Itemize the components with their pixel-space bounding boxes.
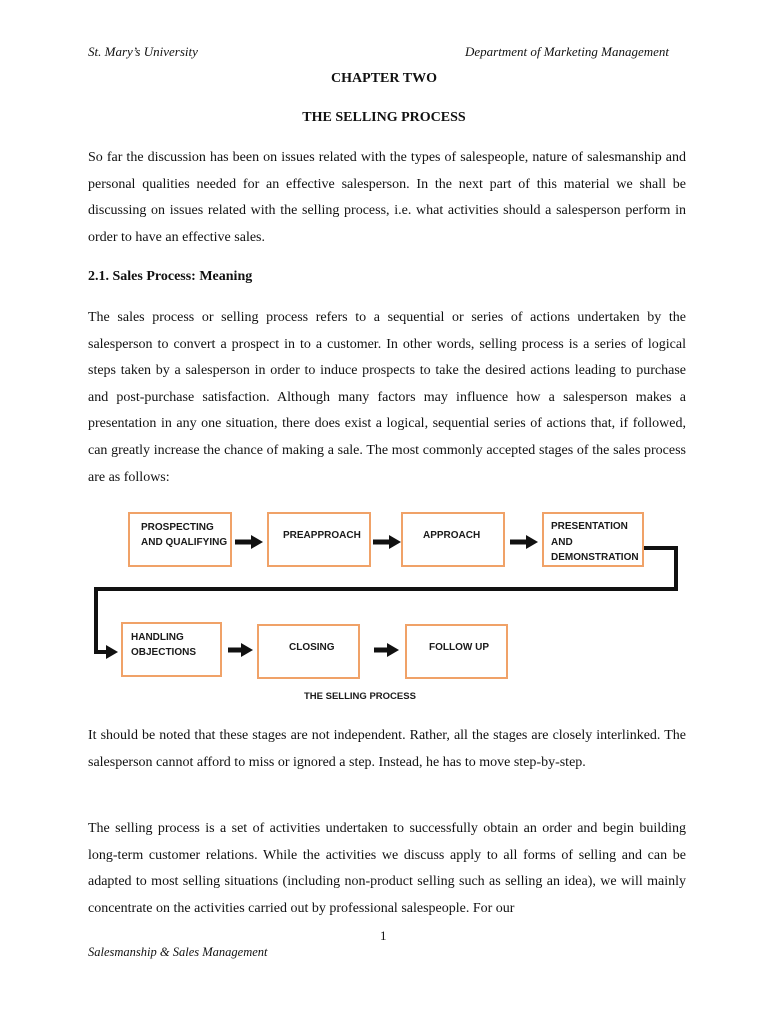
meaning-paragraph: The sales process or selling process refers to a sequential or series of actions undertaken by the salesperson to convert a prospect in to a customer. In other words, selling process is a series of logical steps taken by a salesperson in order to induce prospects to take the desired actions leading to purchase and post-purchase satisfaction. Although many factors may influence how a salesperson makes a presentation in any one situation, there does exist a logical, sequential series of actions that, if followed, can greatly increase the chance of making a sale. The most commonly accepted stages of the sales process are as follows: [88,310,686,485]
stage-presentation-line3: DEMONSTRATION [551,552,639,563]
section-heading: 2.1. Sales Process: Meaning [88,269,253,284]
stage-handling-line1: HANDLING [131,632,184,643]
stage-presentation-line2: AND [551,536,573,548]
stage-preapproach-line1: PREAPPROACH [283,530,361,541]
stage-prospecting-line1: PROSPECTING [141,522,214,533]
stage-handling-line2: OBJECTIONS [131,647,197,658]
chapter-label: CHAPTER TWO [331,71,437,86]
header-department: Department of Marketing Management [465,44,669,59]
stage-prospecting-line2: AND QUALIFYING [141,537,228,548]
arrow-right-icon [374,643,404,657]
noted-paragraph: It should be noted that these stages are not independent. Rather, all the stages are closely interlinked. The salesperson cannot afford to miss or ignored a step. Instead, he has to move step-by-step. [88,728,686,770]
arrow-right-icon [228,643,258,657]
header-university: St. Mary’s University [88,44,198,59]
diagram-caption: THE SELLING PROCESS [304,691,416,702]
footer-course-title: Salesmanship & Sales Management [88,945,268,959]
intro-paragraph: So far the discussion has been on issues related with the types of salespeople, nature of salesmanship and personal qualities needed for an effective salesperson. In the next part of this material we shall be discussing on issues related with the selling process, i.e. what activities should a salesperson perform in order to have an effective sales. [88,150,686,245]
page-number: 1 [380,928,387,943]
stage-closing-line1: CLOSING [289,642,335,653]
stage-presentation-line1: PRESENTATION [551,521,628,532]
activities-paragraph: The selling process is a set of activities undertaken to successfully obtain an order and begin building long-term customer relations. While the activities we discuss apply to all forms of selling and can be adapted to most selling situations (including non-product selling such as selling an idea), we will mainly concentrate on the activities carried out by professional salespeople. For our [88,821,686,916]
stage-approach-line1: APPROACH [423,530,481,541]
chapter-title: THE SELLING PROCESS [302,110,466,125]
stage-followup-line1: FOLLOW UP [429,642,489,653]
